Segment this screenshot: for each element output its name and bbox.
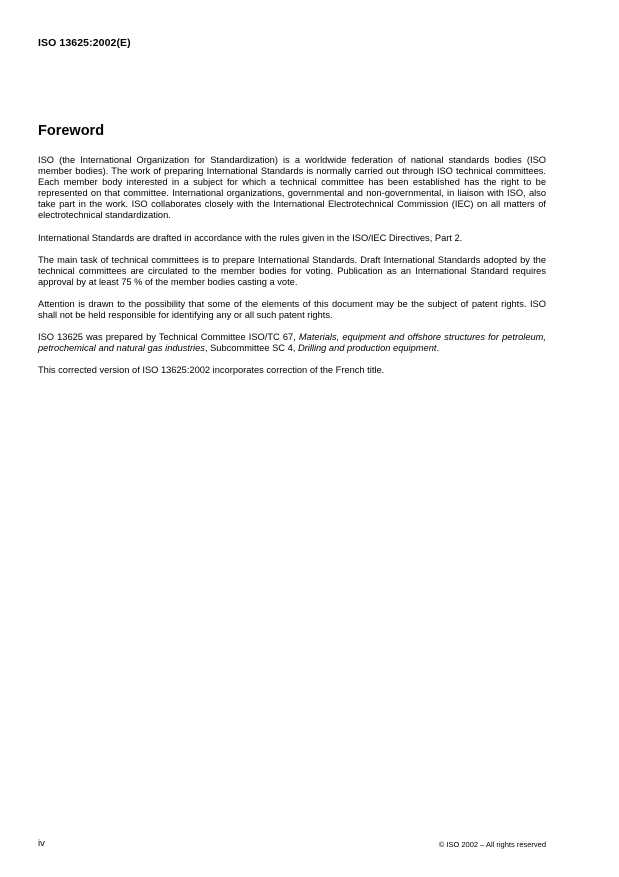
paragraph-iso-intro: ISO (the International Organization for Standardization) is a worldwide federation of national standards bodies (ISO member bodies). The work of preparing International Standards is normally carried out through ISO technical committees. Each member body interested in a subject for which a technical committee has been established has the right to be represented on that committee. International organizations, governmental and non-governmental, in liaison with ISO, also take part in the work. ISO collaborates closely with the International Electrotechnical Commission (IEC) on all matters of electrotechnical standardization. — [38, 155, 546, 221]
paragraph-patent-rights: Attention is drawn to the possibility that some of the elements of this document may be the subject of patent rights. ISO shall not be held responsible for identifying any or all such patent rights. — [38, 298, 546, 321]
prepared-by-text-2: , Subcommittee SC 4, — [204, 343, 298, 354]
committee-name: Materials, equipment and offshore structures for petroleum, petrochemical and natural gas industries — [38, 332, 546, 354]
page-title: Foreword — [38, 123, 105, 139]
subcommittee-name: Drilling and production equipment — [297, 343, 437, 354]
paragraph-directives: International Standards are drafted in accordance with the rules given in the ISO/IEC Directives, Part 2. — [38, 232, 463, 243]
paragraph-prepared-by — [38, 332, 546, 354]
paragraph-committees: The main task of technical committees is to prepare International Standards. Draft International Standards adopted by the technical committees are circulated to the member bodies for voting. Publication as an International Standard requires approval by at least 75 % of the member bodies casting a vote. — [38, 254, 546, 287]
prepared-by-text-1: ISO 13625 was prepared by Technical Committee ISO/TC 67, — [38, 332, 299, 343]
foreword-body — [38, 155, 546, 387]
paragraph-correction-note: This corrected version of ISO 13625:2002 incorporates correction of the French title. — [38, 365, 385, 376]
copyright-notice: © ISO 2002 – All rights reserved — [438, 840, 546, 849]
page-number: iv — [38, 838, 45, 849]
document-id: ISO 13625:2002(E) — [38, 37, 131, 49]
prepared-by-text-3: . — [436, 343, 440, 354]
